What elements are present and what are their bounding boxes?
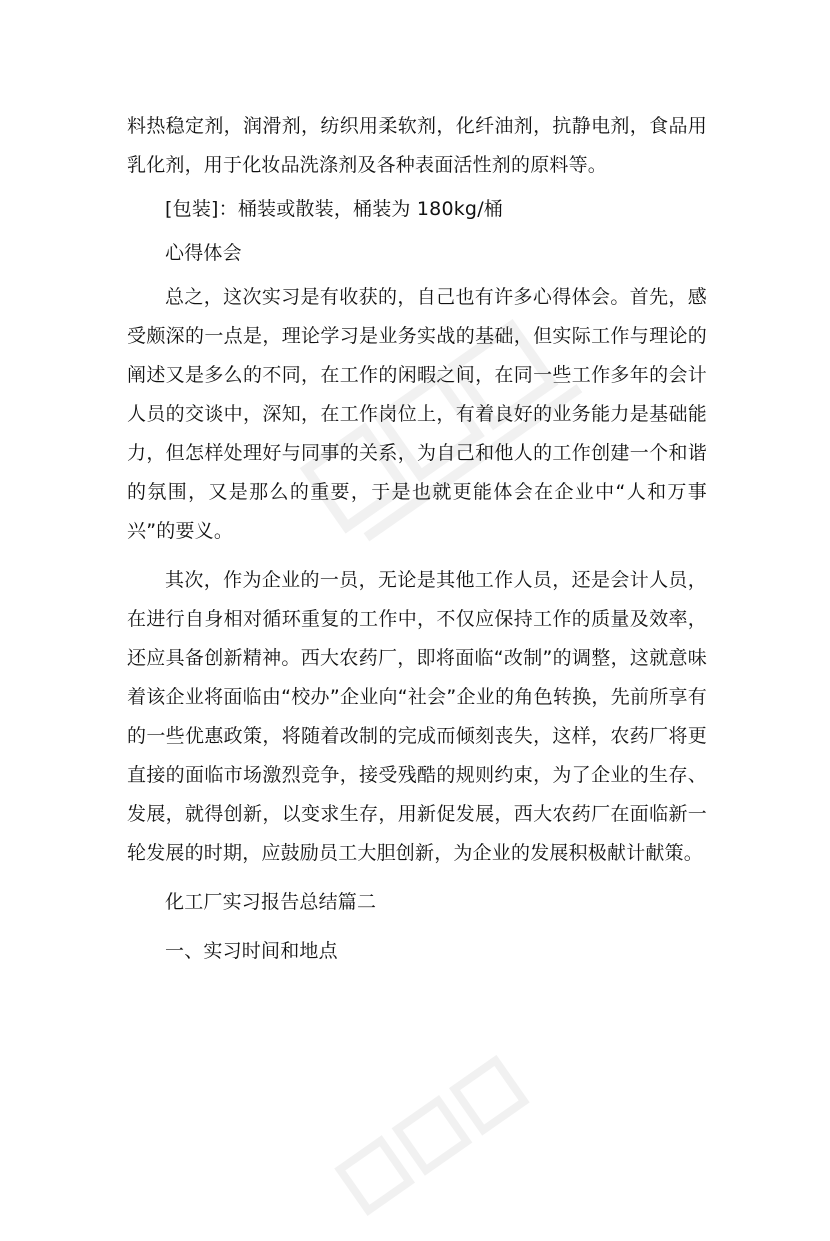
document-body [127, 107, 707, 971]
paragraph-secondly: 其次，作为企业的一员，无论是其他工作人员，还是会计人员，在进行自身相对循环重复的工作中，不仅应保持工作的质量及效率，还应具备创新精神。西大农药厂，即将面临“改制”的调整，这就意味着该企业将面临由“校办”企业向“社会”企业的角色转换，先前所享有的一些优惠政策，将随着改制的完成而倾刻丧失，这样，农药厂将更直接的面临市场激烈竞争，接受残酷的规则约束，为了企业的生存、发展，就得创新，以变求生存，用新促发展，西大农药厂在面临新一轮发展的时期，应鼓励员工大胆创新，为企业的发展积极献计献策。 [127, 569, 707, 864]
section-heading-internship-time-place: 一、实习时间和地点 [165, 940, 338, 962]
paragraph-packaging: [包装]：桶装或散装，桶装为 180kg/桶 [165, 198, 503, 220]
paragraph-materials: 料热稳定剂，润滑剂，纺织用柔软剂，化纤油剂，抗静电剂，食品用乳化剂，用于化妆品洗涤剂及各种表面活性剂的原料等。 [127, 115, 707, 176]
section-heading-report-part-two: 化工厂实习报告总结篇二 [165, 891, 377, 913]
watermark-logo-icon [326, 1029, 574, 1240]
section-heading-experience: 心得体会 [165, 242, 242, 264]
paragraph-summary: 总之，这次实习是有收获的，自己也有许多心得体会。首先，感受颇深的一点是，理论学习是业务实战的基础，但实际工作与理论的阐述又是多么的不同，在工作的闲暇之间，在同一些工作多年的会计人员的交谈中，深知，在工作岗位上，有着良好的业务能力是基础能力，但怎样处理好与同事的关系，为自己和他人的工作创建一个和谐的氛围，又是那么的重要，于是也就更能体会在企业中“人和万事兴”的要义。 [127, 286, 707, 542]
